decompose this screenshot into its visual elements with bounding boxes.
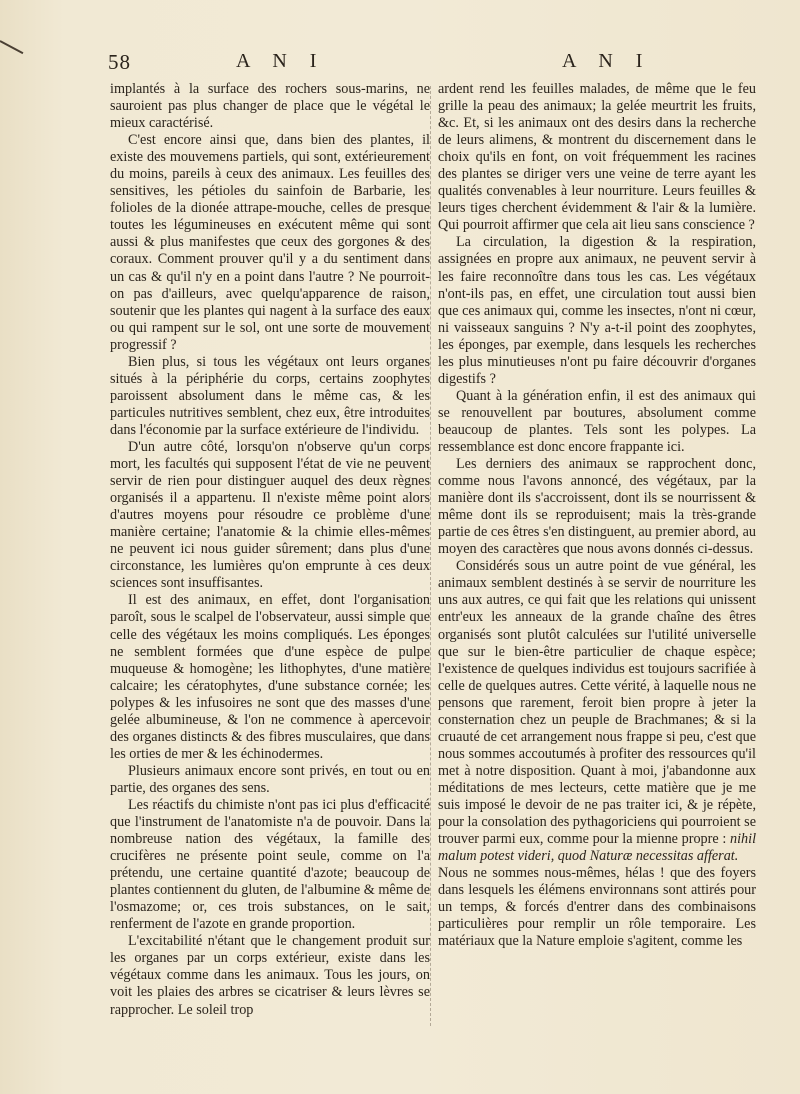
paragraph-text: Il est des animaux, en effet, dont l'organisation paroît, sous le scalpel de l'observateur, aussi simple que celle des végétaux les moins compliqués. Les éponges ne semblent formées que d'une espèce de pulpe muqueuse & homogène; les lithophytes, d'une matière calcaire; les cératophytes, d'une substance cornée; les polypes & les infusoires ne sont que des masses d'une gelée albumineuse, & l'on ne commence à apercevoir des organes distincts & des fibres musculaires, que dans les orties de mer & les échinodermes. (110, 592, 430, 762)
paragraph (110, 592, 430, 762)
paragraph (110, 81, 430, 132)
paragraph-text: L'excitabilité n'étant que le changement produit sur les organes par un corps extérieur, existe dans les végétaux comme dans les animaux. Tous les jours, on voit les plaies des arbres se cicatriser & leurs lèvres se rapprocher. Le soleil trop (110, 933, 430, 1018)
paragraph-text: Les réactifs du chimiste n'ont pas ici plus d'efficacité que l'instrument de l'anatomiste n'a de pouvoir. Dans la nombreuse nation des végétaux, la famille des crucifères ne présente point seule, comme on l'a prétendu, une certaine quantité d'azote; beaucoup de plantes contiennent du gluten, de l'albumine & même de l'osmazome; or, ces trois substances, on le sait, renferment de l'azote en grande proportion. (110, 796, 430, 933)
right-text-column (438, 81, 756, 950)
paragraph-text: Considérés sous un autre point de vue général, les animaux semblent destinés à se servir de nourriture les uns aux autres, ce qui fait que les relations qui unissent entr'eux les anneaux de la grande chaîne des êtres organisés sont plutôt calculées sur l'utilité universelle que sur le bien-être particulier de chaque espèce; l'existence de quelques individus est toujours sacrifiée à celle de quelques autres. Cette vérité, à laquelle nous ne pensons que rarement, feroit bien propre à jeter la consternation chez un peuple de Brachmanes; & si la cruauté de cet arrangement nous frappe si peu, c'est que nous sommes accoutumés à profiter des ressources qu'il met à notre disposition. Quant à moi, j'abandonne aux méditations de mes lecteurs, cette matière que je me suis imposé le devoir de ne pas traiter ici, & je répète, pour la consolation des pythagoriciens qui pourroient se trouver parmi eux, comme pour la mienne propre : (438, 558, 756, 848)
paragraph-text: Nous ne sommes nous-mêmes, hélas ! que des foyers dans lesquels les élémens environnans sont attirés pour un temps, & forcés d'entrer dans des combinaisons particulières pour remplir un rôle temporaire. Les matériaux que la Nature emploie s'agitent, comme les (438, 865, 756, 950)
paragraph (110, 797, 430, 933)
paragraph (110, 933, 430, 1018)
paragraph (110, 439, 430, 592)
paragraph-text: implantés à la surface des rochers sous-marins, ne sauroient pas plus changer de place que le végétal le mieux caractérisé. (110, 81, 430, 132)
paragraph (438, 558, 756, 865)
paragraph (110, 354, 430, 439)
paragraph (438, 388, 756, 456)
page-number: 58 (108, 50, 131, 74)
running-head-left: A N I (236, 50, 326, 72)
paragraph-text: D'un autre côté, lorsqu'on n'observe qu'un corps mort, les facultés qui supposent l'état de vie ne peuvent servir de rien pour distinguer auquel des deux règnes organisés il a appartenu. Il n'existe même point alors d'autres moyens pour résoudre ce problème d'une manière certaine; l'anatomie & la chimie elles-mêmes ne peuvent ici nous guider sûrement; dans plus d'une circonstance, les lumières qu'on emprunte à ces deux sciences sont insuffisantes. (110, 438, 430, 592)
paragraph-text: Bien plus, si tous les végétaux ont leurs organes situés à la périphérie du corps, certains zoophytes paroissent absolument dans le même cas, & les particules nutritives semblent, chez eux, être introduites dans l'économie par la surface extérieure de l'individu. (110, 353, 430, 438)
latin-quotation: nihil malum potest videri, quod Naturæ necessitas afferat. (438, 831, 757, 865)
paragraph (438, 81, 756, 234)
paragraph (110, 132, 430, 354)
paragraph-text: Quant à la génération enfin, il est des animaux qui se renouvellent par boutures, absolument comme beaucoup de plantes. Tels sont les polypes. La ressemblance est donc encore frappante ici. (438, 387, 756, 455)
column-divider (430, 86, 432, 1026)
paragraph-text: Les derniers des animaux se rapprochent donc, comme nous l'avons annoncé, des végétaux, par la manière dont ils s'accroissent, dont ils se nourrissent & même dont ils se reproduisent; mais la très-grande partie de ces êtres s'en distinguent, au premier abord, au moyen des caractères que nous avons donnés ci-dessus. (438, 456, 756, 558)
paragraph (438, 865, 756, 950)
paragraph-text: La circulation, la digestion & la respiration, assignées en propre aux animaux, ne peuvent servir à les faire reconnoître dans tous les cas. Les végétaux n'ont-ils pas, en effet, une circulation tout aussi bien que ces animaux qui, comme les insectes, n'ont ni cœur, ni vaisseaux sanguins ? N'y a-t-il point des zoophytes, les éponges, par exemple, dans lesquels les recherches les plus minutieuses n'ont pu faire découvrir d'organes digestifs ? (438, 234, 756, 387)
paragraph-text: C'est encore ainsi que, dans bien des plantes, il existe des mouvemens partiels, qui sont, extérieurement du moins, pareils à ceux des animaux. Les feuilles des sensitives, les pétioles du sainfoin de Barbarie, les folioles de la dionée attrape-mouche, celles de presque toutes les légumineuses en exécutent même qui sont aussi & plus manifestes que ceux des gorgones & des coraux. Comment prouver qu'il y a du sentiment dans un cas & qu'il n'y en a point dans l'autre ? Ne pourroit-on pas d'ailleurs, avec quelqu'apparence de raison, soutenir que les plantes qui nagent à la surface des eaux ou qui rampent sur le sol, ont une sorte de mouvement progressif ? (110, 132, 430, 353)
paragraph (110, 763, 430, 797)
left-text-column (110, 81, 430, 1019)
paragraph-text: ardent rend les feuilles malades, de même que le feu grille la peau des animaux; la gelée meurtrit les fruits, &c. Et, si les animaux ont des desirs dans la recherche de leurs alimens, & montrent du discernement dans le choix qu'ils en font, on voit fréquemment les racines des plantes se diriger vers une veine de terre ayant les qualités convenables à leur nourriture. Leurs feuilles & leurs tiges cherchent évidemment & l'air & la lumière. Qui pourroit affirmer que cela ait lieu sans conscience ? (438, 81, 756, 234)
paragraph (438, 234, 756, 387)
page-header (108, 50, 748, 78)
running-head-right: A N I (562, 50, 652, 72)
paragraph (438, 456, 756, 558)
paragraph-text: Plusieurs animaux encore sont privés, en tout ou en partie, des organes des sens. (110, 762, 430, 796)
corner-ink-mark (0, 40, 23, 54)
